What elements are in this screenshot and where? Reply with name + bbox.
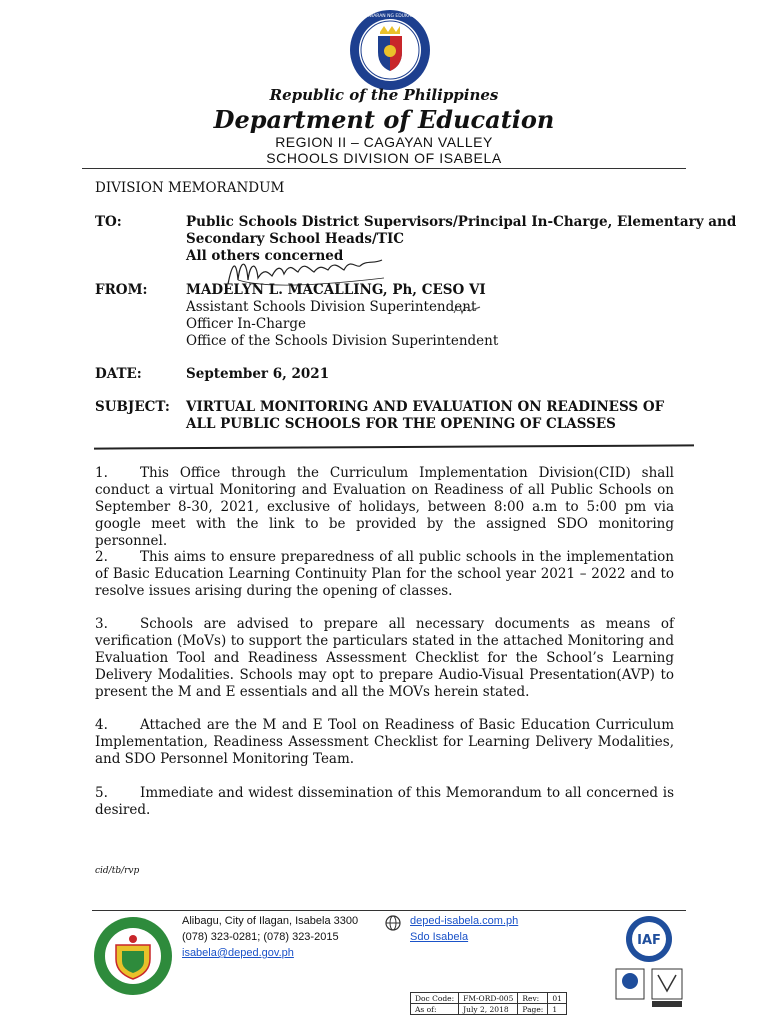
initials-mark xyxy=(452,301,482,317)
paragraph-text: Schools are advised to prepare all necessary documents as means of verification (MoVs) to support the particulars stated in the attached Monitoring and Evaluation Tool and Readiness Assessment Checklist for the School’s Learning Delivery Modalities. Schools may opt to prepare Audio-Visual Presentation(AVP) to present the M and E essentials and all the MOVs herein stated. xyxy=(95,616,674,700)
date-label: DATE: xyxy=(95,366,142,382)
to-line-2: Secondary School Heads/TIC xyxy=(186,231,405,247)
paragraph-text: This Office through the Curriculum Implementation Division(CID) shall conduct a virtual Monitoring and Evaluation on Readiness of all Public Schools on September 8-30, 2021, exclusive of holidays, between 8:00 a.m to 5:00 pm via google meet with the link to be provided by the assigned SDO monitoring personnel. xyxy=(95,465,674,549)
to-line-1b: , Elementary and xyxy=(607,214,737,230)
footer-address: Alibagu, City of Ilagan, Isabela 3300 xyxy=(182,915,359,927)
as-of-label: As of: xyxy=(411,1004,459,1015)
paragraph-3 xyxy=(95,616,674,701)
doc-code-value: FM-ORD-005 xyxy=(459,993,518,1004)
paragraph-text: This aims to ensure preparedness of all public schools in the implementation of Basic Education Learning Continuity Plan for the school year 2021 – 2022 and to resolve issues arising during the opening of classes. xyxy=(95,549,674,599)
rev-value: 01 xyxy=(548,993,567,1004)
memo-title: DIVISION MEMORANDUM xyxy=(95,180,285,196)
header-divider xyxy=(82,168,686,169)
as-of-value: July 2, 2018 xyxy=(459,1004,518,1015)
paragraph-2 xyxy=(95,549,674,600)
paragraph-number: 2. xyxy=(95,549,108,565)
footer-phone: (078) 323-0281; (078) 323-2015 xyxy=(182,931,339,943)
page-value: 1 xyxy=(548,1004,567,1015)
division-heading: SCHOOLS DIVISION OF ISABELA xyxy=(266,150,502,166)
page-label: Page: xyxy=(518,1004,548,1015)
rev-label: Rev: xyxy=(518,993,548,1004)
footer-email-link[interactable]: isabela@deped.gov.ph xyxy=(182,947,294,959)
to-line-1a: Public Schools District Supervisors/Principal In-Charge xyxy=(186,214,608,230)
subject-divider xyxy=(94,444,694,449)
to-label: TO: xyxy=(95,214,122,230)
iaf-certification-logo xyxy=(612,913,686,1013)
svg-text:KAGAWARAN NG EDUKASYON: KAGAWARAN NG EDUKASYON xyxy=(356,14,424,19)
footer-contact xyxy=(182,913,358,961)
region-heading: REGION II – CAGAYAN VALLEY xyxy=(275,134,493,150)
doc-control-table xyxy=(410,992,567,1015)
doc-code-label: Doc Code: xyxy=(411,993,459,1004)
reference-initials: cid/tb/rvp xyxy=(95,866,140,876)
from-title-2: Officer In-Charge xyxy=(186,316,307,332)
deped-seal-logo xyxy=(348,8,432,92)
subject-block xyxy=(186,399,664,433)
paragraph-number: 1. xyxy=(95,465,108,481)
paragraph-4 xyxy=(95,717,674,768)
sdo-isabela-logo xyxy=(92,915,174,997)
paragraph-number: 4. xyxy=(95,717,108,733)
iaf-text: IAF xyxy=(637,933,661,948)
paragraph-number: 3. xyxy=(95,616,108,632)
department-heading: Department of Education xyxy=(213,105,555,134)
subject-line-1: VIRTUAL MONITORING AND EVALUATION ON READINESS OF xyxy=(186,399,665,415)
paragraph-text: Immediate and widest dissemination of this Memorandum to all concerned is desired. xyxy=(95,785,674,818)
from-label: FROM: xyxy=(95,282,148,298)
republic-heading: Republic of the Philippines xyxy=(269,86,499,104)
subject-label: SUBJECT: xyxy=(95,399,170,415)
from-name: MADELYN L. MACALLING, Ph, CESO VI xyxy=(186,282,486,298)
from-title-3: Office of the Schools Division Superintendent xyxy=(186,333,499,349)
date-value: September 6, 2021 xyxy=(186,366,330,382)
footer-facebook-link[interactable]: Sdo Isabela xyxy=(410,931,469,943)
subject-line-2: ALL PUBLIC SCHOOLS FOR THE OPENING OF CLASSES xyxy=(186,416,616,432)
globe-icon xyxy=(384,914,402,932)
paragraph-text: Attached are the M and E Tool on Readiness of Basic Education Curriculum Implementation, Readiness Assessment Checklist for Learning Delivery Modalities, and SDO Personnel Monitoring Team. xyxy=(95,717,674,767)
to-line-3: All others concerned xyxy=(186,248,344,264)
paragraph-5 xyxy=(95,785,674,819)
paragraph-number: 5. xyxy=(95,785,108,801)
footer-links xyxy=(410,913,518,945)
footer-divider xyxy=(92,910,686,911)
paragraph-1 xyxy=(95,465,674,550)
footer-website-link[interactable]: deped-isabela.com.ph xyxy=(410,915,519,927)
from-title-1: Assistant Schools Division Superintendent xyxy=(186,299,477,315)
